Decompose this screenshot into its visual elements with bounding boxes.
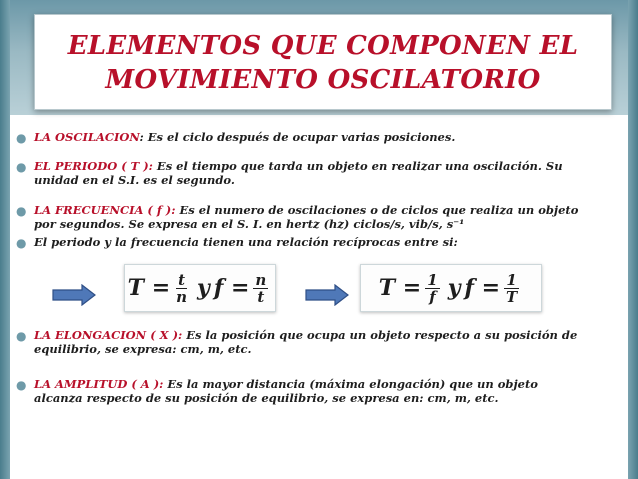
numerator: 1	[506, 270, 517, 289]
term-label: LA ELONGACION ( X ):	[34, 328, 183, 342]
denominator: T	[506, 287, 518, 306]
denominator: n	[176, 287, 188, 306]
right-arrow-icon	[305, 284, 349, 306]
definition-text-line-2: equilibrio, se expresa: cm, m, etc.	[34, 342, 252, 356]
slide-title-line-1: ELEMENTOS QUE COMPONEN EL	[67, 31, 579, 61]
fraction	[253, 272, 268, 305]
formula-lhs: T =	[127, 275, 171, 301]
bullet-amplitud	[12, 377, 612, 405]
bullet-dot-icon: ●	[16, 329, 27, 343]
denominator: t	[257, 287, 265, 306]
fraction	[504, 272, 519, 305]
formula-lhs: f =	[464, 275, 501, 301]
bullet-dot-icon: ●	[16, 204, 27, 218]
bullet-frecuencia	[12, 203, 612, 231]
formula-box-1	[124, 264, 276, 312]
bullet-dot-icon: ●	[16, 131, 27, 145]
denominator: f	[429, 287, 436, 306]
bullet-periodo	[12, 159, 612, 187]
definition-text: Es el tiempo que tarda un objeto en realizar una oscilación. Su	[152, 159, 563, 173]
formula-period-frequency	[125, 265, 275, 311]
formula-box-2	[360, 264, 542, 312]
slide-title-line-2: MOVIMIENTO OSCILATORIO	[105, 65, 541, 95]
definition-text-line-2: unidad en el S.I. es el segundo.	[34, 173, 235, 187]
definition-text: Es la mayor distancia (máxima elongación) que un objeto	[163, 377, 538, 391]
numerator: n	[255, 270, 267, 289]
connector-word: y	[447, 275, 461, 301]
bullet-dot-icon: ●	[16, 160, 27, 174]
definition-text: : Es el ciclo después de ocupar varias posiciones.	[139, 130, 456, 144]
fraction	[174, 272, 189, 305]
definition-text: Es el numero de oscilaciones o de ciclos que realiza un objeto	[175, 203, 579, 217]
formula-lhs: T =	[378, 275, 422, 301]
bullet-text	[34, 235, 612, 249]
numerator: 1	[427, 270, 438, 289]
definition-text-line-2: alcanza respecto de su posición de equilibrio, se expresa en: cm, m, etc.	[34, 391, 499, 405]
term-label: EL PERIODO ( T ):	[34, 159, 153, 173]
bullet-relacion	[12, 235, 612, 249]
right-arrow-icon	[52, 284, 96, 306]
bullet-dot-icon: ●	[16, 236, 27, 250]
bullet-text	[34, 328, 612, 356]
definition-text-line-2: por segundos. Se expresa en el S. I. en hertz (hz) ciclos/s, vib/s, s⁻¹	[34, 217, 465, 231]
term-label: LA OSCILACION	[34, 130, 140, 144]
definition-text: El periodo y la frecuencia tienen una relación recíprocas entre si:	[34, 235, 458, 249]
bullet-text	[34, 159, 612, 187]
bullet-text	[34, 377, 612, 405]
bullet-dot-icon: ●	[16, 378, 27, 392]
term-label: LA FRECUENCIA ( f ):	[34, 203, 176, 217]
connector-word: y	[197, 275, 210, 301]
bullet-oscilacion	[12, 130, 612, 144]
fraction	[425, 272, 439, 305]
bullet-text	[34, 130, 612, 144]
definition-text: Es la posición que ocupa un objeto respecto a su posición de	[182, 328, 578, 342]
numerator: t	[178, 270, 186, 289]
bullet-text	[34, 203, 612, 231]
bullet-elongacion	[12, 328, 612, 356]
formula-lhs: f =	[213, 275, 250, 301]
formula-reciprocal	[361, 265, 541, 311]
term-label: LA AMPLITUD ( A ):	[34, 377, 164, 391]
